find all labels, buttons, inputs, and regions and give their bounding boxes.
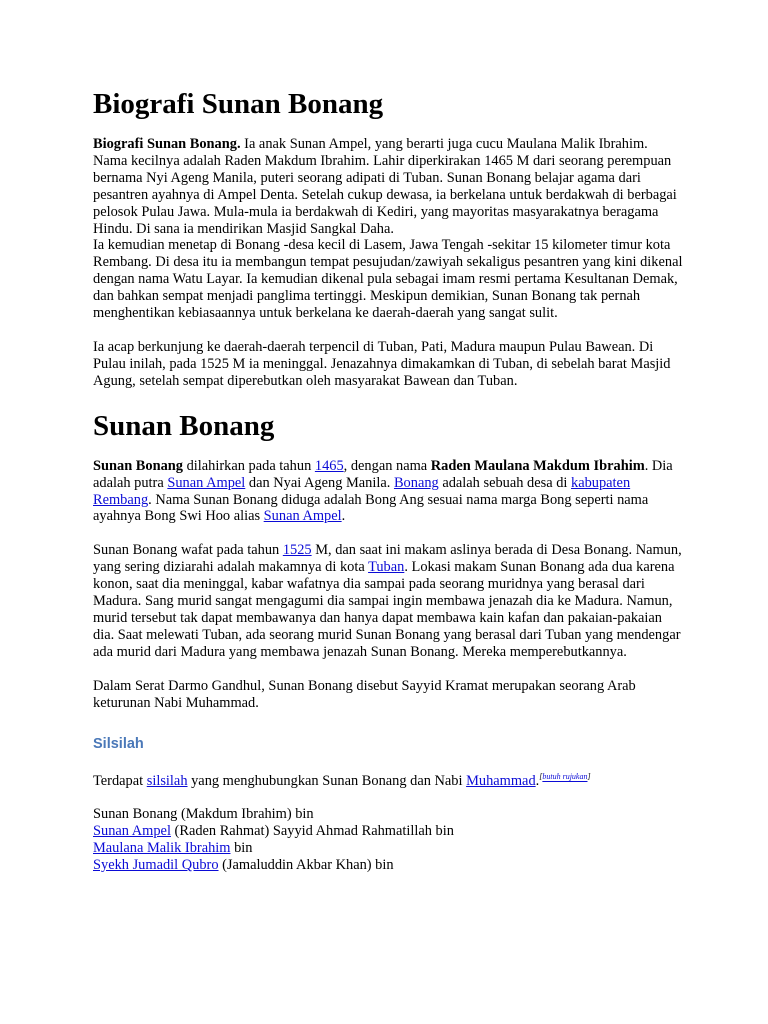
- paragraph-silsilah-intro: [93, 773, 683, 790]
- paragraph-wafat: [93, 542, 683, 660]
- article-content: [93, 86, 683, 874]
- link-rembang[interactable]: Rembang: [93, 491, 149, 508]
- link-1465[interactable]: 1465: [314, 457, 344, 474]
- paragraph-death: Ia acap berkunjung ke daerah-daerah terpencil di Tuban, Pati, Madura maupun Pulau Bawean. Di Pulau inilah, pada 1525 M ia meninggal. Jenazahnya dimakamkan di Tuban, di sebelah barat Masjid Agung, setelah sempat diperebutkan oleh masyarakat Bawean dan Tuban.: [93, 338, 671, 389]
- text-span: yang menghubungkan Sunan Bonang dan Nabi: [187, 773, 467, 790]
- text-span: , dengan nama: [343, 457, 431, 474]
- cite-bracket-close: ]: [587, 772, 591, 782]
- section-heading-silsilah: Silsilah: [93, 736, 144, 753]
- text-span: bin: [230, 840, 253, 857]
- paragraph-intro: [93, 136, 683, 237]
- bold-sunan-bonang: Sunan Bonang: [93, 457, 183, 474]
- link-silsilah[interactable]: silsilah: [146, 773, 188, 790]
- paragraph-birth: [93, 458, 683, 526]
- text-span: (Jamaluddin Akbar Khan) bin: [218, 857, 394, 874]
- citation-needed: [539, 773, 590, 782]
- link-bonang[interactable]: Bonang: [393, 474, 439, 491]
- link-tuban[interactable]: Tuban: [368, 559, 405, 576]
- link-sunan-ampel-2[interactable]: Sunan Ampel: [263, 508, 342, 525]
- text-span: dilahirkan pada tahun: [183, 457, 315, 474]
- link-maulana-malik-ibrahim[interactable]: Maulana Malik Ibrahim: [93, 840, 231, 857]
- text-span: Sunan Bonang wafat pada tahun: [93, 542, 283, 559]
- text-span: (Raden Rahmat) Sayyid Ahmad Rahmatillah bin: [170, 823, 454, 840]
- paragraph-bonang-settle: Ia kemudian menetap di Bonang -desa kecil di Lasem, Jawa Tengah -sekitar 15 kilometer timur kota Rembang. Di desa itu ia membangun tempat pesujudan/zawiyah sekaligus pesantren yang kini dikenal dengan nama Watu Layar. Ia kemudian dikenal pula sebagai imam resmi pertama Kesultanan Demak, dan bahkan sempat menjadi panglima tertinggi. Meskipun demikian, Sunan Bonang tak pernah menghentikan kebiasaannya untuk berkelana ke daerah-daerah yang sangat sulit.: [93, 237, 683, 322]
- paragraph-serat-darmo: Dalam Serat Darmo Gandhul, Sunan Bonang disebut Sayyid Kramat merupakan seorang Arab keturunan Nabi Muhammad.: [93, 677, 636, 711]
- text-span: M, dan saat ini makam aslinya berada di Desa Bonang. Namun, yang sering diziarahi adalah makamnya di kota: [93, 542, 682, 576]
- text-span: dan Nyai Ageng Manila.: [245, 474, 394, 491]
- text-span: Terdapat: [93, 773, 147, 790]
- page-title: Biografi Sunan Bonang: [93, 88, 384, 120]
- link-1525[interactable]: 1525: [282, 542, 312, 559]
- lineage-row: [93, 857, 683, 874]
- text-span: adalah sebuah desa di: [438, 474, 571, 491]
- link-lineage-sunan-ampel[interactable]: Sunan Ampel: [93, 823, 171, 840]
- link-sunan-ampel[interactable]: Sunan Ampel: [167, 474, 246, 491]
- intro-bold-lead: Biografi Sunan Bonang.: [93, 136, 241, 152]
- text-span: . Dia adalah putra: [93, 457, 673, 491]
- cite-bracket-open: [: [539, 772, 543, 782]
- intro-text: Ia anak Sunan Ampel, yang berarti juga cucu Maulana Malik Ibrahim. Nama kecilnya adalah Raden Makdum Ibrahim. Lahir diperkirakan 1465 M dari seorang perempuan bernama Nyi Ageng Manila, puteri seorang adipati di Tuban. Sunan Bonang belajar agama dari pesantren ayahnya di Ampel Denta. Setelah cukup dewasa, ia berkelana untuk berdakwah di berbagai pelosok Pulau Jawa. Mula-mula ia berdakwah di Kediri, yang mayoritas masyarakatnya beragama Hindu. Di sana ia mendirikan Masjid Sangkal Daha.: [93, 136, 677, 237]
- section-heading-sunan-bonang: Sunan Bonang: [93, 409, 275, 442]
- link-syekh-jumadil-qubro[interactable]: Syekh Jumadil Qubro: [93, 857, 219, 874]
- text-span: . Nama Sunan Bonang diduga adalah Bong Ang sesuai nama marga Bong seperti nama ayahnya Bong Swi Hoo alias: [93, 491, 649, 525]
- lineage-row: [93, 840, 683, 857]
- link-kabupaten[interactable]: kabupaten: [571, 474, 631, 491]
- text-span: .: [341, 508, 346, 525]
- lineage-list: [93, 806, 683, 874]
- lineage-row: [93, 823, 683, 840]
- link-muhammad[interactable]: Muhammad: [466, 773, 536, 790]
- text-span: . Lokasi makam Sunan Bonang ada dua karena konon, saat dia meninggal, kabar wafatnya dia sampai pada seorang muridnya yang berasal dari Madura. Sang murid sangat mengagumi dia sampai ingin membawa jenazah dia ke Madura. Namun, murid tersebut tak dapat membawanya dan hanya dapat membawa kain kafan dan pakaian-pakaian dia. Saat melewati Tuban, ada seorang murid Sunan Bonang yang berasal dari Tuban yang mendengar ada murid dari Madura yang membawa jenazah Sunan Bonang. Mereka memperebutkannya.: [93, 559, 681, 660]
- text-span: .: [535, 773, 540, 790]
- lineage-row: Sunan Bonang (Makdum Ibrahim) bin: [93, 806, 314, 823]
- link-butuh-rujukan[interactable]: butuh rujukan: [542, 772, 588, 782]
- bold-raden-maulana: Raden Maulana Makdum Ibrahim: [430, 457, 645, 474]
